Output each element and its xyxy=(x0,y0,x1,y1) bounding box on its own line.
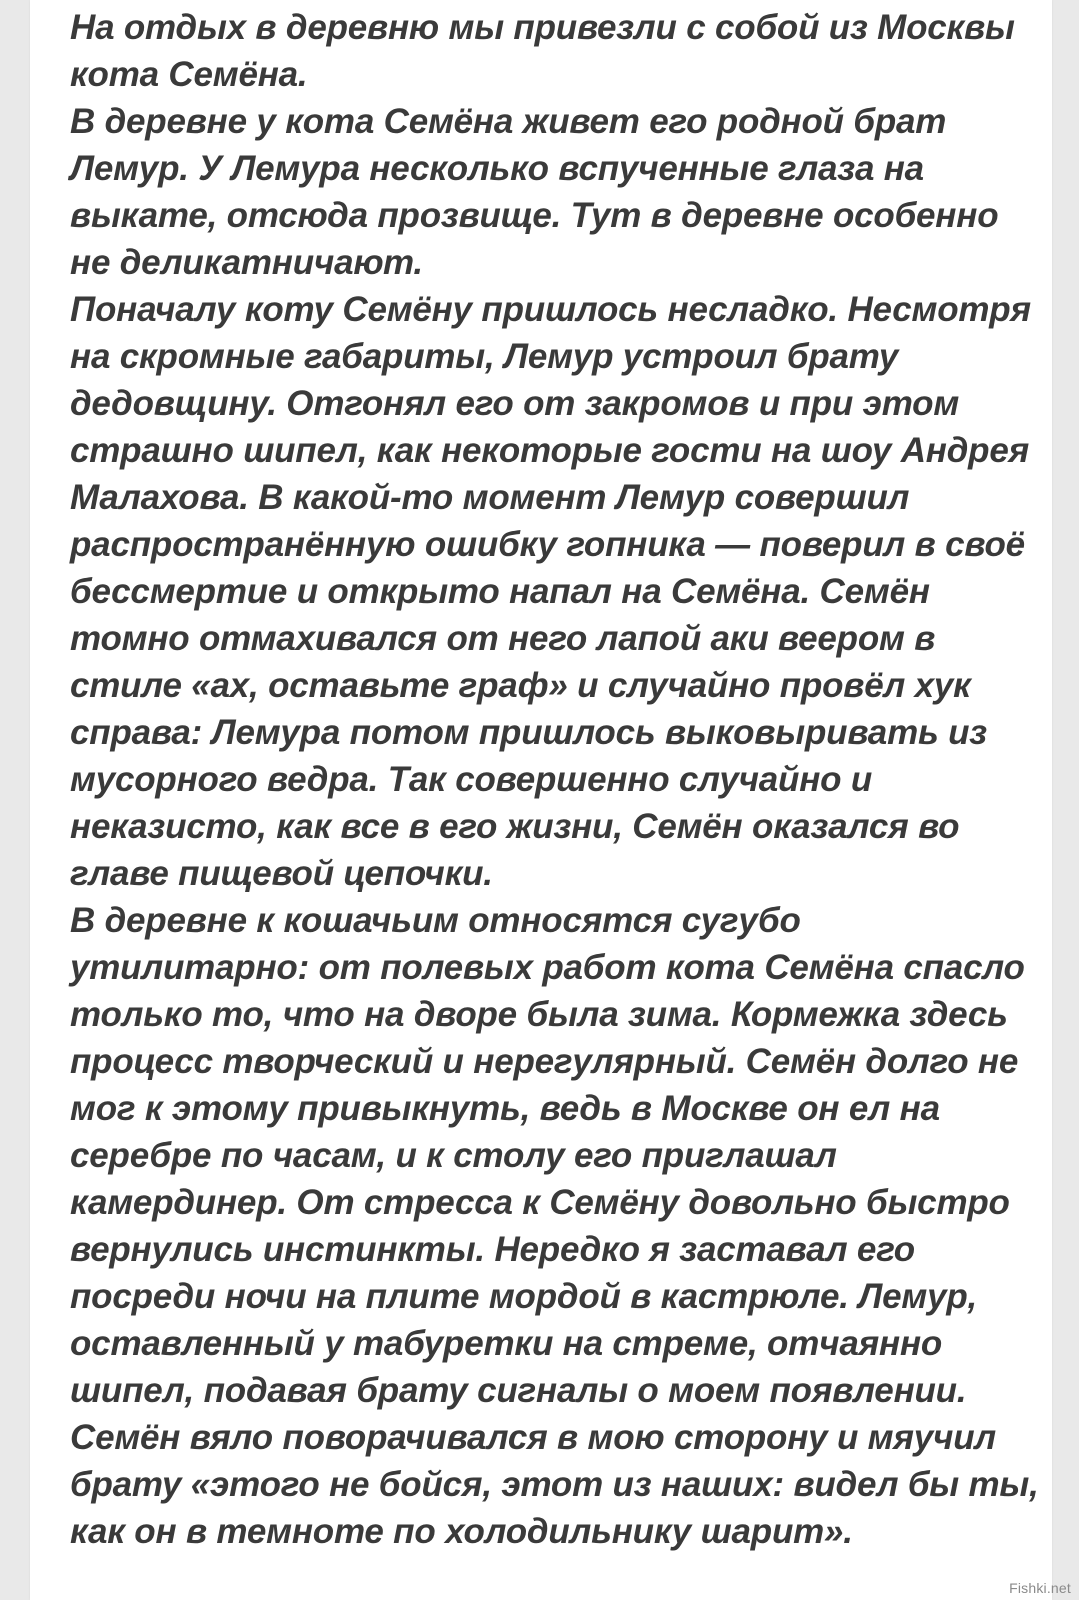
paragraph-2: В деревне у кота Семёна живет его родной брат Лемур. У Лемура несколько вспученные глаза на выкате, отсюда прозвище. Тут в деревне особенно не деликатничают. xyxy=(70,102,999,282)
watermark: Fishki.net xyxy=(1009,1580,1071,1596)
paragraph-4: В деревне к кошачьим относятся сугубо утилитарно: от полевых работ кота Семёна спасло только то, что на дворе была зима. Кормежка здесь процесс творческий и нерегулярный. Семён долго не мог к этому привыкнуть, ведь в Москве он ел на серебре по часам, и к столу его приглашал камердинер. От стресса к Семёну довольно быстро вернулись инстинкты. Нередко я заставал его посреди ночи на плите мордой в кастрюле. Лемур, оставленный у табуретки на стреме, отчаянно шипел, подавая брату сигналы о моем появлении. Семён вяло поворачивался в мою сторону и мяучил брату «этого не бойся, этот из наших: видел бы ты, как он в темноте по холодильнику шарит». xyxy=(70,901,1039,1551)
paragraph-3: Поначалу коту Семёну пришлось несладко. Несмотря на скромные габариты, Лемур устроил брату дедовщину. Отгонял его от закромов и при этом страшно шипел, как некоторые гости на шоу Андрея Малахова. В какой-то момент Лемур совершил распространённую ошибку гопника — поверил в своё бессмертие и открыто напал на Семёна. Семён томно отмахивался от него лапой аки веером в стиле «ах, оставьте граф» и случайно провёл хук справа: Лемура потом пришлось выковыривать из мусорного ведра. Так совершенно случайно и неказисто, как все в его жизни, Семён оказался во главе пищевой цепочки. xyxy=(70,290,1031,893)
paragraph-1: На отдых в деревню мы привезли с собой из Москвы кота Семёна. xyxy=(70,8,1015,94)
post-card xyxy=(30,0,1052,1600)
post-text xyxy=(70,4,1045,1555)
